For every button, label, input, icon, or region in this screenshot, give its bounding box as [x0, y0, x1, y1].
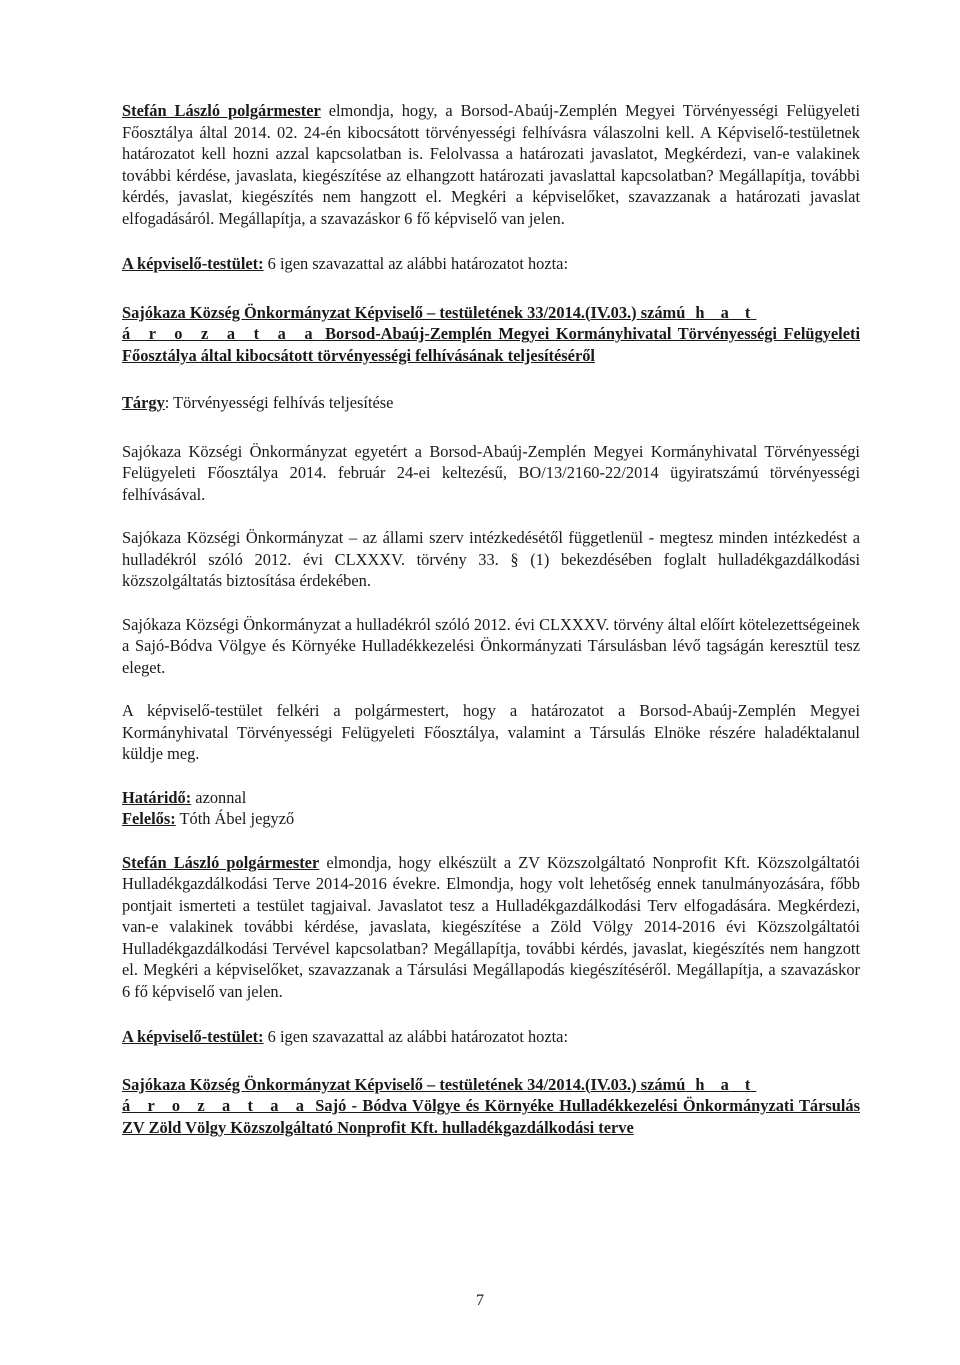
subject-text: : Törvényességi felhívás teljesítése — [164, 393, 394, 412]
speaker-name: Stefán László polgármester — [122, 101, 321, 120]
body-paragraph-2: Sajókaza Községi Önkormányzat – az állami szerv intézkedésétől függetlenül - megtesz minden intézkedést a hulladékról szóló 2012. évi CLXXXV. törvény 33. § (1) bekezdésében foglalt hulladékgazdálkodási közszolgáltatás biztosítása érdekében. — [122, 528, 860, 590]
page-number: 7 — [476, 1292, 484, 1309]
speaker-text: elmondja, hogy elkészült a ZV Közszolgáltató Nonprofit Kft. Közszolgáltatói Hulladékgazdálkodási Terve 2014-2016 évekre. Elmondja, hogy volt lehetőség ennek tanulmányozására, főbb pontjait ismerteti a testület tagjaival. Javaslatot tesz a Hulladékgazdálkodási Terv elfogadására. Megkérdezi, van-e valakinek további kérdése, javaslata, kiegészítése a Zöld Völgy 2014-2016 évi Közszolgáltatói Hulladékgazdálkodási Tervével kapcsolatban? Megállapítja, további kérdés, javaslat, kiegészítés nem hangzott el. Megkéri a képviselőket, szavazzanak a Társulási Megállapodás kiegészítéséről. Megállapítja, a szavazáskor 6 fő képviselő van jelen. — [122, 852, 860, 1001]
vote-text: 6 igen szavazattal az alábbi határozatot hozta: — [263, 254, 569, 273]
speaker-name: Stefán László polgármester — [122, 852, 320, 872]
speaker-text: elmondja, hogy, a Borsod-Abaúj-Zemplén Megyei Törvényességi Felügyeleti Főosztálya által 2014. 02. 24-én kibocsátott törvényességi felhívásra válaszolni kell. A Képviselő-testületnek határozatot kell hozni azzal kapcsolatban is. Felolvassa a határozati javaslatot, Megkérdezi, van-e valakinek további kérdése, javaslata, kiegészítése az elhangzott határozati javaslattal kapcsolatban? Megállapítja, további kérdés, javaslat, kiegészítés nem hangzott el. Megkéri a képviselőket, szavazzanak a határozati javaslat elfogadásáról. Megállapítja, a szavazáskor 6 fő képviselő van jelen. — [122, 101, 860, 228]
deadline-line — [122, 787, 860, 809]
page-content — [122, 100, 860, 1138]
subject-line — [122, 392, 860, 414]
responsible-text: Tóth Ábel jegyző — [175, 809, 295, 828]
body-paragraph-4: A képviselő-testület felkéri a polgármestert, hogy a határozatot a Borsod-Abaúj-Zemplén Megyei Kormányhivatal Törvényességi Felügyeleti Főosztálya, valamint a Társulás Elnöke részére haladéktalanul küldje meg. — [122, 701, 860, 763]
responsible-label: Felelős: — [122, 809, 176, 828]
vote-line-1 — [122, 253, 860, 275]
subject-label: Tárgy — [122, 393, 165, 412]
resolution-title: Sajókaza Község Önkormányzat Képviselő – testületének 34/2014.(IV.03.) számú h a t — [122, 1074, 757, 1094]
body-paragraph-1: Sajókaza Községi Önkormányzat egyetért a Borsod-Abaúj-Zemplén Megyei Kormányhivatal Törvényességi Felügyeleti Főosztálya 2014. február 24-ei keltezésű, BO/13/2160-22/2014 ügyiratszámú törvényességi felhívásával. — [122, 441, 860, 504]
deadline-text: azonnal — [191, 787, 247, 807]
vote-label: A képviselő-testület: — [122, 254, 264, 273]
resolution-heading-2 — [122, 1074, 860, 1139]
resolution-title: Sajókaza Község Önkormányzat Képviselő – testületének 33/2014.(IV.03.) számú h a t — [122, 302, 757, 322]
responsible-line — [122, 808, 860, 830]
resolution-subject: á r o z a t a a Borsod-Abaúj-Zemplén Megyei Kormányhivatal Törvényességi Felügyeleti Főosztálya által kibocsátott törvényességi felhívásának teljesítéséről — [122, 324, 860, 365]
speaker-paragraph-1 — [122, 100, 860, 229]
vote-label: A képviselő-testület: — [122, 1027, 264, 1046]
resolution-subject: á r o z a t a a Sajó - Bódva Völgye és Környéke Hulladékkezelési Önkormányzati Társulás ZV Zöld Völgy Közszolgáltató Nonprofit Kft. hulladékgazdálkodási terve — [122, 1096, 860, 1137]
body-paragraph-3: Sajókaza Községi Önkormányzat a hulladékról szóló 2012. évi CLXXXV. törvény által előírt kötelezettségeinek a Sajó-Bódva Völgye és Környéke Hulladékkezelési Önkormányzati Társulásban lévő tagságán keresztül tesz eleget. — [122, 614, 860, 677]
vote-line-2 — [122, 1026, 860, 1048]
speaker-paragraph-2 — [122, 852, 860, 1003]
deadline-label: Határidő: — [122, 787, 192, 807]
resolution-heading-1 — [122, 302, 860, 367]
vote-text: 6 igen szavazattal az alábbi határozatot hozta: — [263, 1027, 569, 1046]
